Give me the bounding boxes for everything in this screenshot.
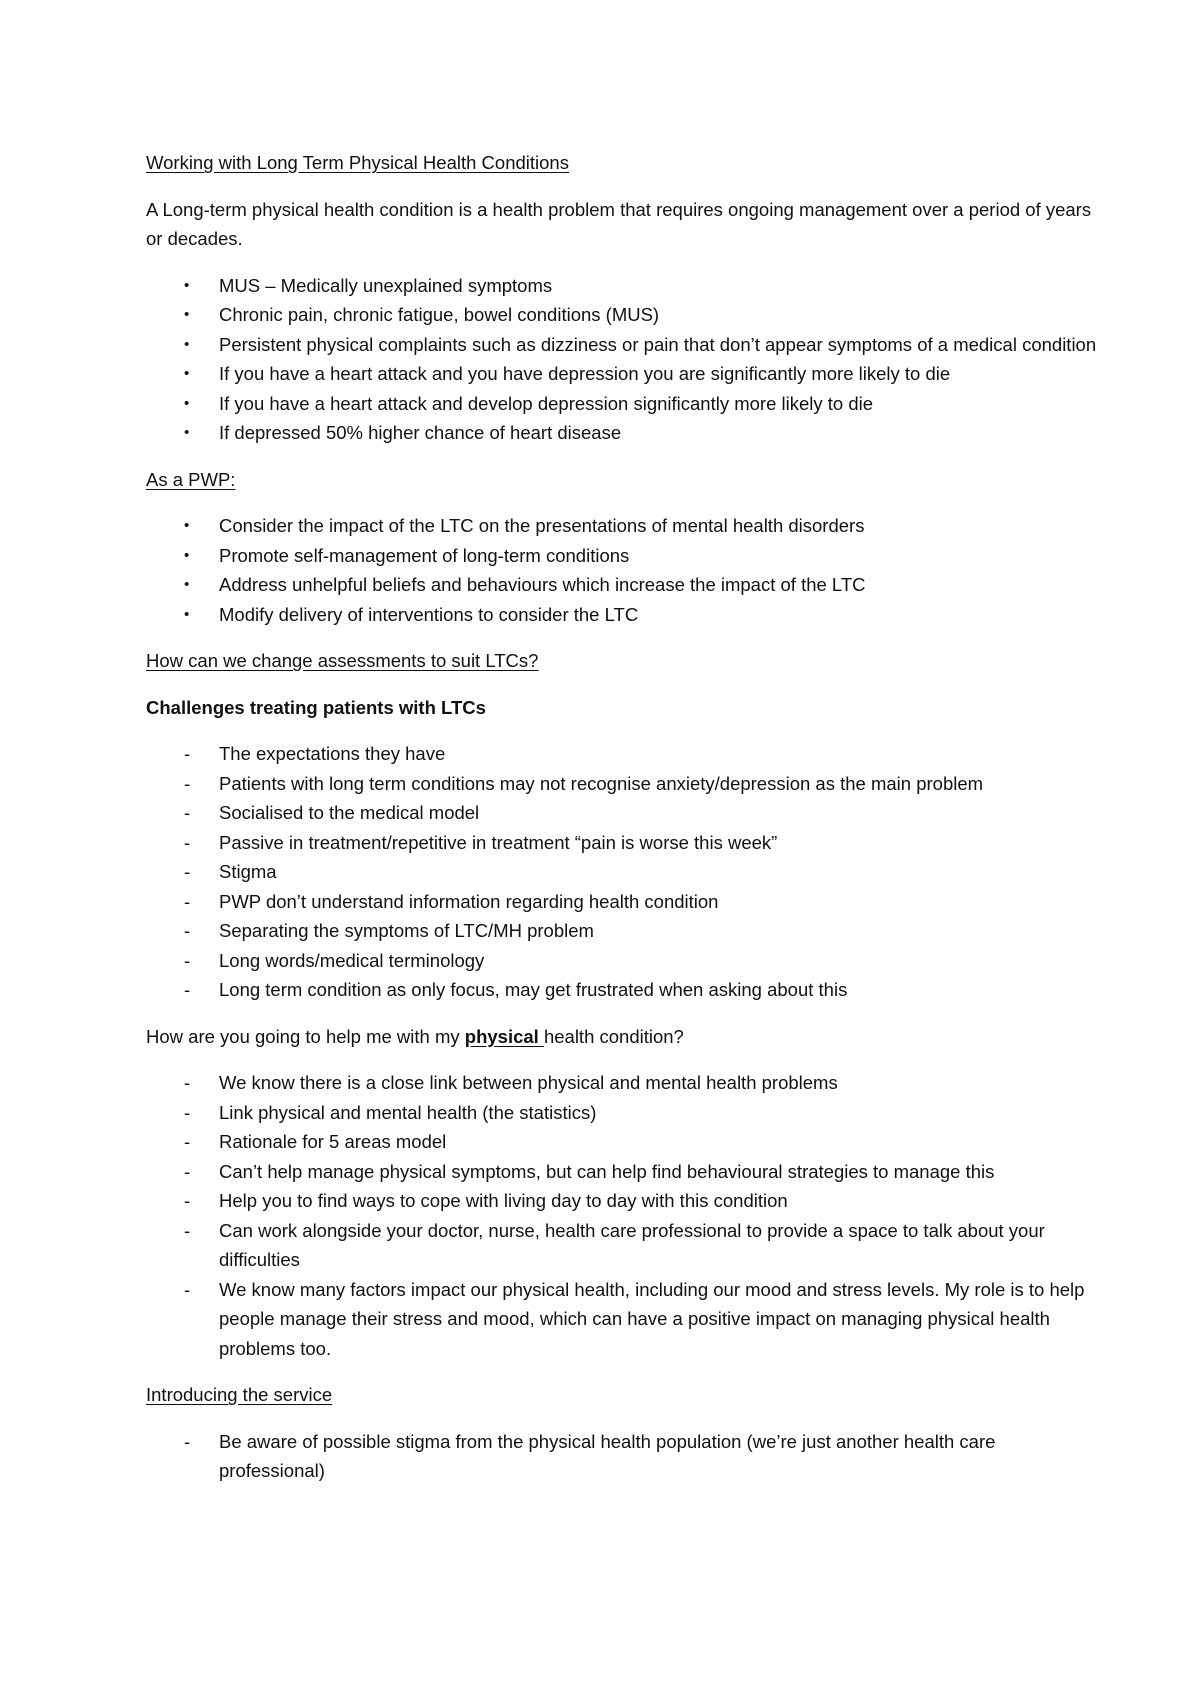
- list-item: - Can’t help manage physical symptoms, but can help find behavioural strategies to manage this: [146, 1157, 1100, 1187]
- list-item: - Stigma: [146, 857, 1100, 887]
- list-item: • Consider the impact of the LTC on the presentations of mental health disorders: [146, 511, 1100, 541]
- list-item: - Socialised to the medical model: [146, 798, 1100, 828]
- list-item: - Passive in treatment/repetitive in treatment “pain is worse this week”: [146, 828, 1100, 858]
- bullet-marker: •: [184, 576, 190, 593]
- list-item: - Help you to find ways to cope with living day to day with this condition: [146, 1186, 1100, 1216]
- question-paragraph: How are you going to help me with my physical health condition?: [146, 1025, 684, 1047]
- dash-marker: -: [184, 1101, 191, 1123]
- dash-marker: -: [184, 743, 191, 764]
- list-item: - Be aware of possible stigma from the physical health population (we’re just another health care professional): [146, 1427, 1100, 1486]
- dash-marker: -: [184, 920, 191, 941]
- list-item: • Promote self-management of long-term conditions: [146, 541, 1100, 571]
- list-item: - The expectations they have: [146, 739, 1100, 769]
- list-item: - Rationale for 5 areas model: [146, 1127, 1100, 1157]
- dash-marker: -: [184, 890, 191, 912]
- bullet-marker: •: [184, 276, 190, 294]
- list-item: • If you have a heart attack and develop depression significantly more likely to die: [146, 389, 1100, 419]
- bullet-marker: •: [184, 517, 190, 534]
- list-item: - We know there is a close link between physical and mental health problems: [146, 1068, 1100, 1098]
- dash-list-challenges: [146, 739, 1100, 1005]
- list-item: - Long term condition as only focus, may get frustrated when asking about this: [146, 975, 1100, 1005]
- bullet-marker: •: [184, 546, 190, 564]
- intro-paragraph: A Long-term physical health condition is a health problem that requires ongoing management over a period of years or decades.: [146, 198, 1092, 249]
- list-item: - We know many factors impact our physical health, including our mood and stress levels. My role is to help people manage their stress and mood, which can have a positive impact on managing physical health problems too.: [146, 1275, 1100, 1364]
- list-item: - Link physical and mental health (the statistics): [146, 1098, 1100, 1128]
- dash-list-service: [146, 1427, 1100, 1486]
- dash-marker: -: [184, 1430, 191, 1452]
- dash-list-help: [146, 1068, 1100, 1363]
- list-item: - PWP don’t understand information regarding health condition: [146, 887, 1100, 917]
- bullet-list-conditions: [146, 271, 1100, 448]
- list-item: - Long words/medical terminology: [146, 946, 1100, 976]
- dash-marker: -: [184, 1160, 191, 1182]
- dash-marker: -: [184, 772, 191, 794]
- dash-marker: -: [184, 802, 191, 823]
- bullet-marker: •: [184, 424, 190, 441]
- bullet-marker: •: [184, 605, 190, 623]
- list-item: • If you have a heart attack and you have depression you are significantly more likely to die: [146, 359, 1100, 389]
- document-title: Working with Long Term Physical Health Conditions: [146, 152, 569, 173]
- service-heading: Introducing the service: [146, 1384, 333, 1405]
- bullet-marker: •: [184, 394, 190, 412]
- pwp-heading: As a PWP:: [146, 468, 236, 490]
- list-item: • If depressed 50% higher chance of heart disease: [146, 418, 1100, 448]
- challenges-heading: Challenges treating patients with LTCs: [146, 696, 486, 718]
- bullet-marker: •: [184, 335, 190, 353]
- list-item: - Can work alongside your doctor, nurse, health care professional to provide a space to talk about your difficulties: [146, 1216, 1100, 1275]
- dash-marker: -: [184, 1072, 191, 1093]
- bullet-marker: •: [184, 306, 190, 323]
- bullet-list-pwp: [146, 511, 1100, 629]
- list-item: • Chronic pain, chronic fatigue, bowel conditions (MUS): [146, 300, 1100, 330]
- list-item: • Modify delivery of interventions to consider the LTC: [146, 600, 1100, 630]
- bullet-marker: •: [184, 365, 190, 382]
- list-item: • Persistent physical complaints such as dizziness or pain that don’t appear symptoms of a medical condition: [146, 330, 1100, 360]
- dash-marker: -: [184, 861, 191, 882]
- dash-marker: -: [184, 1131, 191, 1152]
- emphasis-word: physical: [464, 1025, 544, 1047]
- list-item: • MUS – Medically unexplained symptoms: [146, 271, 1100, 301]
- list-item: • Address unhelpful beliefs and behaviours which increase the impact of the LTC: [146, 570, 1100, 600]
- dash-marker: -: [184, 949, 191, 971]
- dash-marker: -: [184, 1278, 191, 1300]
- dash-marker: -: [184, 831, 191, 853]
- dash-marker: -: [184, 1190, 191, 1211]
- dash-marker: -: [184, 1219, 191, 1241]
- list-item: - Patients with long term conditions may not recognise anxiety/depression as the main problem: [146, 769, 1100, 799]
- list-item: - Separating the symptoms of LTC/MH problem: [146, 916, 1100, 946]
- dash-marker: -: [184, 979, 191, 1000]
- assessments-heading: How can we change assessments to suit LTCs?: [146, 650, 539, 671]
